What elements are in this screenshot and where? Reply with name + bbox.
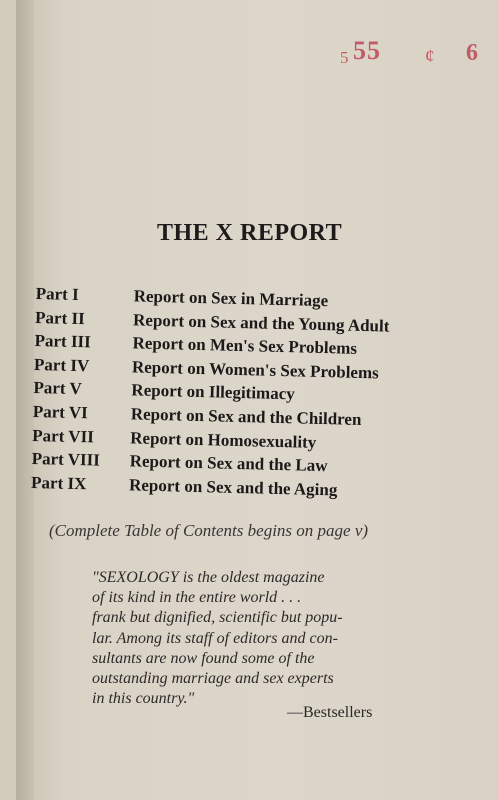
part-title: Report on Women's Sex Problems (131, 357, 379, 383)
quote-line: lar. Among its staff of editors and con- (92, 629, 338, 647)
part-title: Report on Sex in Marriage (133, 286, 329, 311)
part-title: Report on Men's Sex Problems (132, 333, 358, 359)
book-page (16, 0, 498, 800)
part-label: Part III (34, 331, 92, 352)
price-mark (340, 36, 498, 72)
part-label: Part IX (30, 472, 87, 494)
part-label: Part V (33, 378, 82, 399)
page-title: THE X REPORT (157, 220, 343, 246)
price-mark-number: 6 (466, 40, 478, 66)
price-mark-price: 55 (353, 36, 381, 65)
part-title: Report on Sex and the Children (130, 404, 362, 429)
part-title: Report on Illegitimacy (131, 380, 295, 404)
quote-block (92, 568, 442, 709)
contents-note: (Complete Table of Contents begins on page v) (49, 521, 369, 540)
quote-line: in this country." (92, 690, 195, 708)
price-mark-small: 5 (340, 48, 349, 67)
quote-line: frank but dignified, scientific but popu- (92, 609, 343, 627)
quote-line: outstanding marriage and sex experts (92, 670, 334, 688)
part-title: Report on Sex and the Young Adult (132, 309, 390, 336)
quote-line: "SEXOLOGY is the oldest magazine (92, 569, 325, 586)
contents-list (31, 284, 466, 507)
part-label: Part VIII (31, 449, 101, 470)
page-spine-shadow (16, 0, 34, 800)
part-label: Part IV (33, 354, 90, 376)
part-title: Report on Homosexuality (130, 427, 317, 452)
part-label: Part VI (32, 401, 89, 423)
price-mark-cent: ¢ (425, 46, 435, 67)
part-label: Part VII (32, 425, 95, 447)
quote-line: sultants are now found some of the (92, 649, 315, 667)
part-label: Part II (34, 307, 85, 328)
quote-attribution: —Bestsellers (287, 704, 373, 721)
quote-line: of its kind in the entire world . . . (92, 589, 302, 607)
part-title: Report on Sex and the Aging (128, 475, 338, 500)
part-label: Part I (35, 284, 79, 305)
part-title: Report on Sex and the Law (129, 451, 328, 476)
